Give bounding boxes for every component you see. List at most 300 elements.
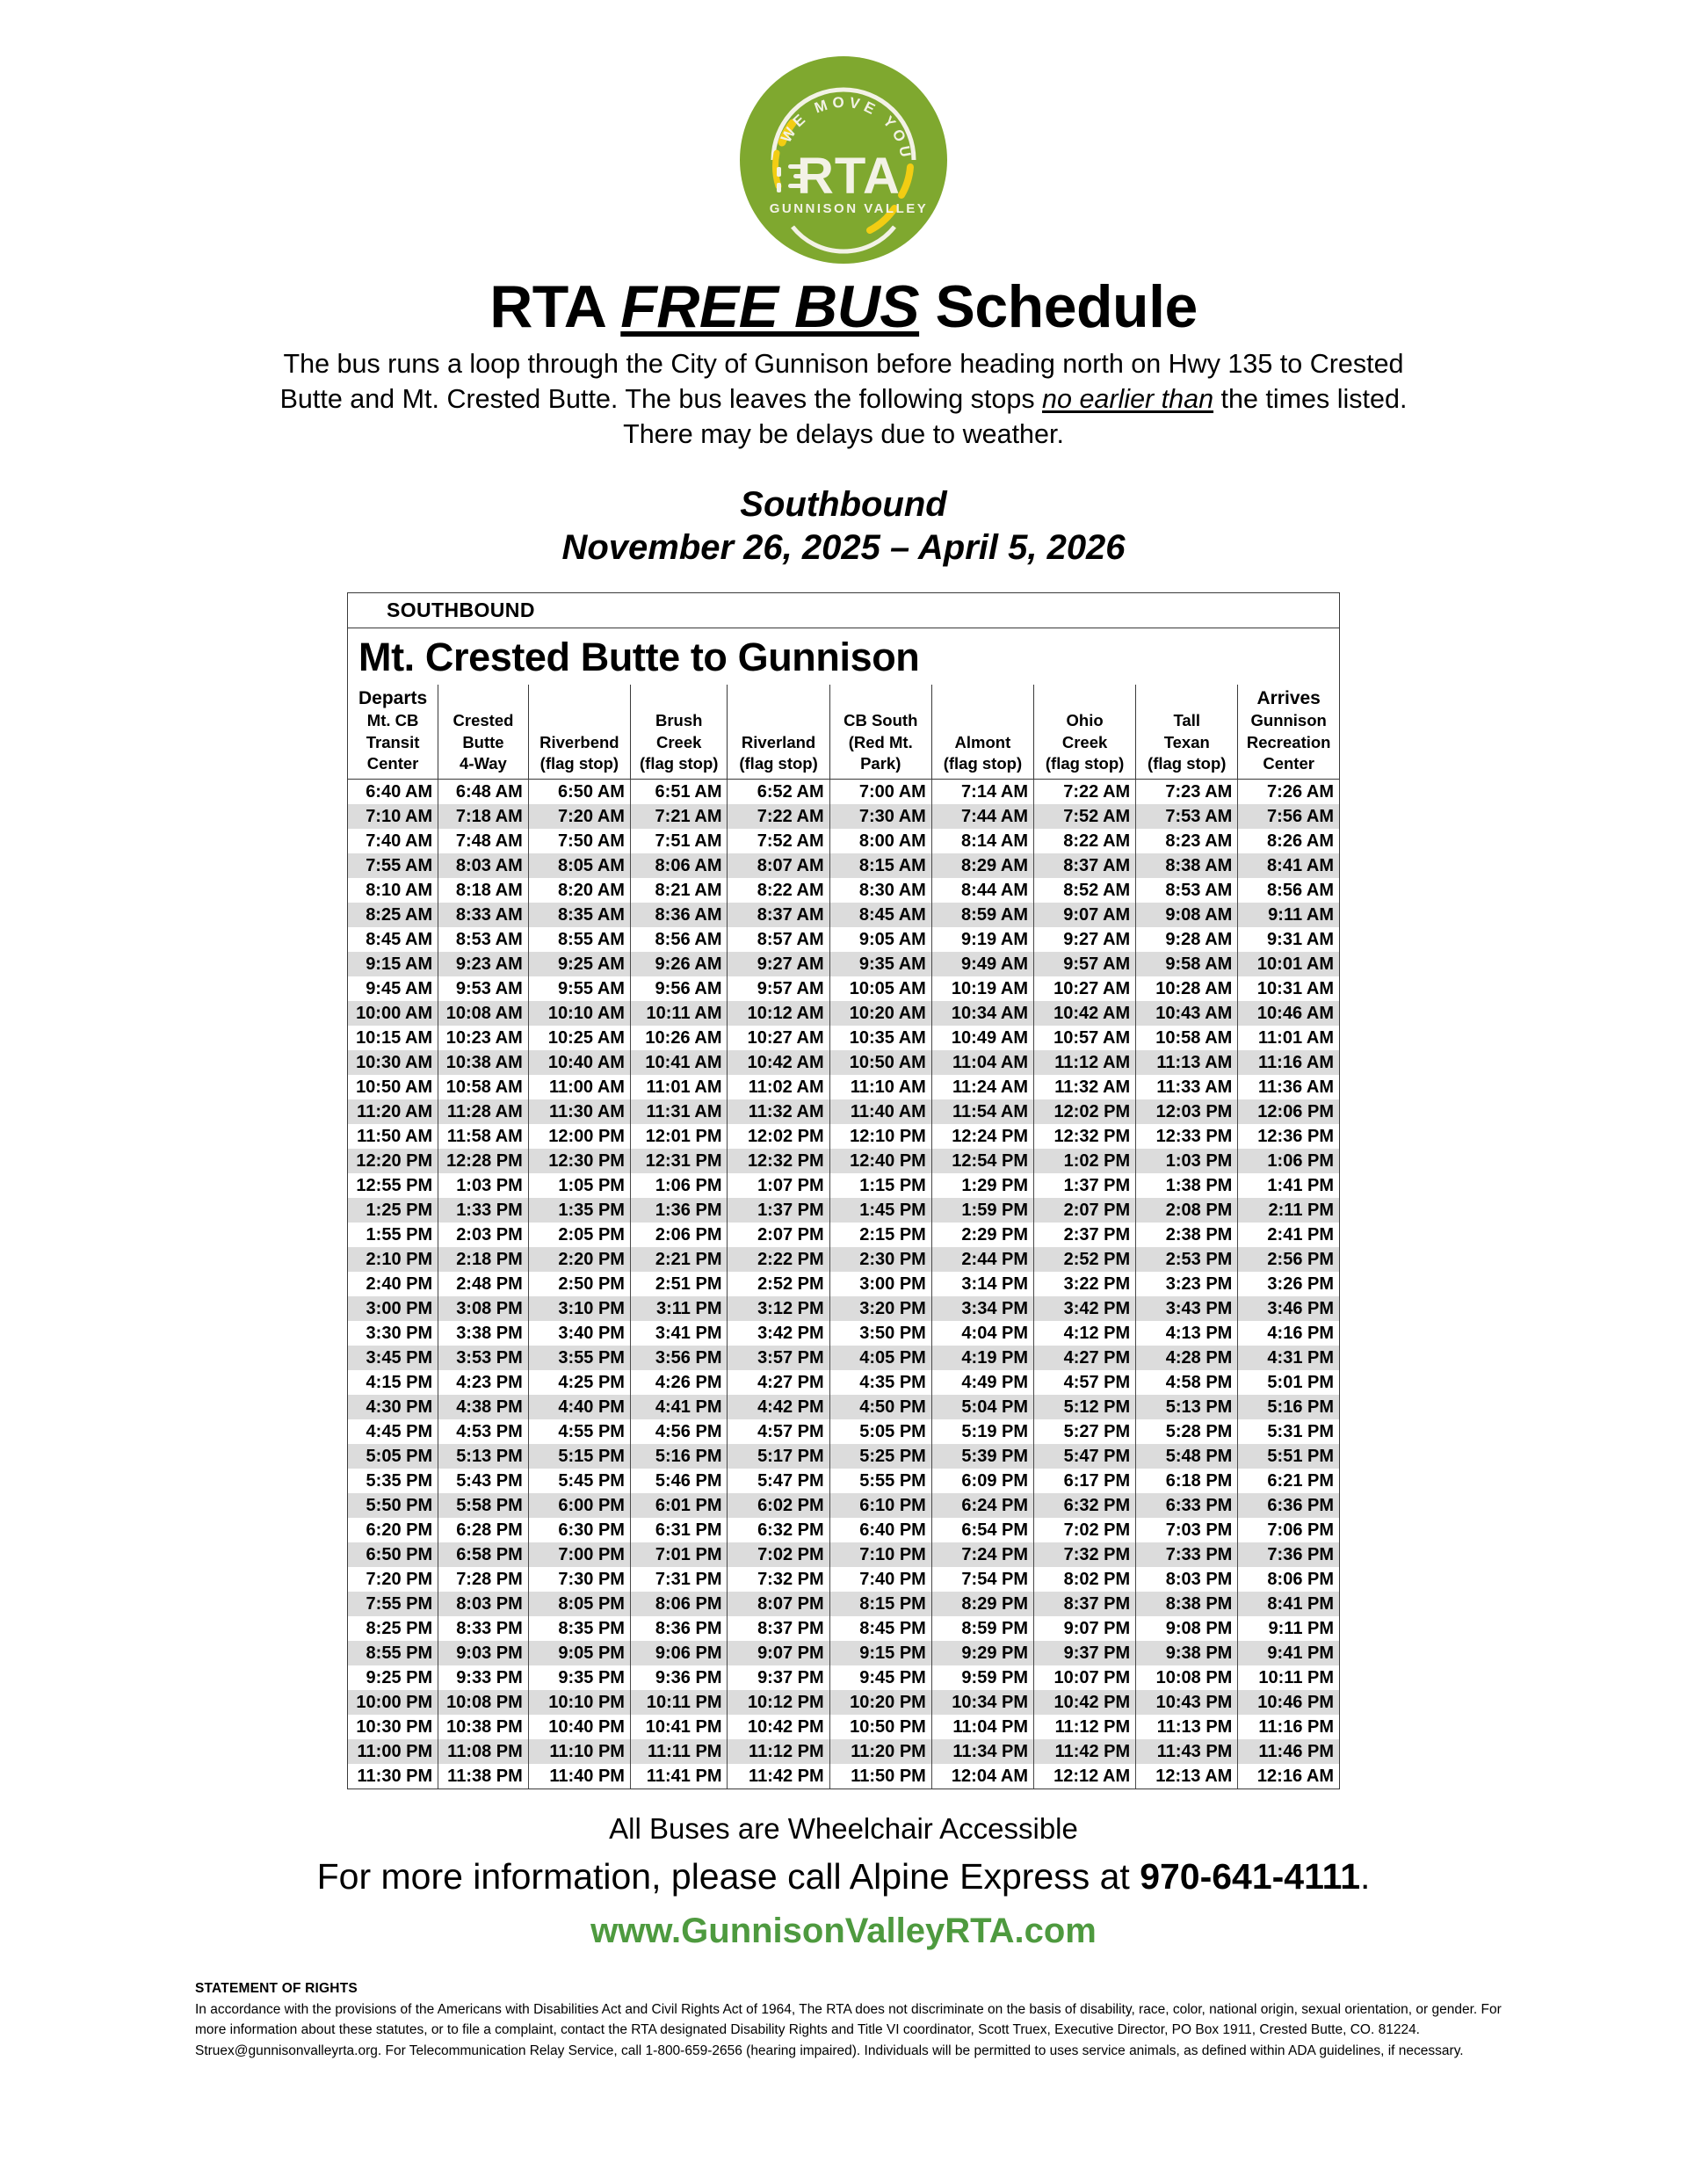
table-cell: 11:30 PM — [348, 1764, 438, 1789]
table-cell: 10:38 AM — [438, 1050, 529, 1075]
table-cell: 7:02 PM — [728, 1542, 829, 1567]
table-cell: 12:40 PM — [829, 1149, 931, 1173]
table-cell: 6:32 PM — [728, 1518, 829, 1542]
table-cell: 6:33 PM — [1136, 1493, 1238, 1518]
table-cell: 12:06 PM — [1238, 1099, 1339, 1124]
schedule-table-container — [347, 592, 1340, 1789]
table-cell: 9:36 PM — [630, 1665, 728, 1690]
table-cell: 2:38 PM — [1136, 1223, 1238, 1247]
table-cell: 11:32 AM — [728, 1099, 829, 1124]
table-cell: 12:36 PM — [1238, 1124, 1339, 1149]
table-cell: 6:31 PM — [630, 1518, 728, 1542]
page-title-emphasis: FREE BUS — [620, 273, 920, 340]
direction-name: Southbound — [740, 485, 947, 525]
table-row — [348, 1321, 1339, 1346]
table-cell: 6:58 PM — [438, 1542, 529, 1567]
table-cell: 8:52 AM — [1034, 878, 1136, 903]
table-cell: 5:19 PM — [931, 1419, 1033, 1444]
table-cell: 8:44 AM — [931, 878, 1033, 903]
table-cell: 8:29 PM — [931, 1592, 1033, 1616]
table-cell: 10:20 AM — [829, 1001, 931, 1026]
table-cell: 12:12 AM — [1034, 1764, 1136, 1789]
table-cell: 2:37 PM — [1034, 1223, 1136, 1247]
table-row — [348, 1370, 1339, 1395]
table-cell: 2:11 PM — [1238, 1198, 1339, 1223]
table-cell: 8:36 PM — [630, 1616, 728, 1641]
table-cell: 10:40 PM — [528, 1715, 630, 1739]
col8-l2: Tall — [1173, 711, 1200, 730]
table-cell: 8:03 AM — [438, 853, 529, 878]
table-cell: 8:06 PM — [630, 1592, 728, 1616]
table-cell: 1:29 PM — [931, 1173, 1033, 1198]
table-cell: 10:19 AM — [931, 976, 1033, 1001]
table-cell: 12:31 PM — [630, 1149, 728, 1173]
table-cell: 11:20 AM — [348, 1099, 438, 1124]
col0-l2: Mt. CB — [366, 711, 419, 730]
table-cell: 10:49 AM — [931, 1026, 1033, 1050]
table-cell: 8:26 AM — [1238, 829, 1339, 853]
col2-lead — [531, 686, 628, 710]
table-cell: 4:05 PM — [829, 1346, 931, 1370]
table-cell: 5:28 PM — [1136, 1419, 1238, 1444]
table-cell: 9:08 PM — [1136, 1616, 1238, 1641]
table-cell: 5:43 PM — [438, 1469, 529, 1493]
col8-l4: (flag stop) — [1148, 753, 1227, 773]
table-cell: 9:41 PM — [1238, 1641, 1339, 1665]
table-cell: 10:38 PM — [438, 1715, 529, 1739]
table-cell: 4:40 PM — [528, 1395, 630, 1419]
table-cell: 7:20 AM — [528, 804, 630, 829]
logo-container — [0, 0, 1687, 265]
table-cell: 3:26 PM — [1238, 1272, 1339, 1296]
table-cell: 12:30 PM — [528, 1149, 630, 1173]
table-row — [348, 1419, 1339, 1444]
table-cell: 9:06 PM — [630, 1641, 728, 1665]
table-cell: 2:15 PM — [829, 1223, 931, 1247]
table-cell: 12:24 PM — [931, 1124, 1033, 1149]
table-row — [348, 1173, 1339, 1198]
table-cell: 5:47 PM — [728, 1469, 829, 1493]
table-cell: 10:27 AM — [728, 1026, 829, 1050]
table-cell: 11:36 AM — [1238, 1075, 1339, 1099]
intro-line-a: The bus runs a loop through the City of Gunnison before heading north on Hwy 135 to Crested — [283, 349, 1404, 380]
phone-number[interactable]: 970-641-4111 — [1140, 1855, 1360, 1897]
column-header-cb-south-red-mt-park — [829, 685, 931, 779]
table-cell: 8:06 AM — [630, 853, 728, 878]
table-cell: 11:11 PM — [630, 1739, 728, 1764]
table-row — [348, 903, 1339, 927]
table-cell: 9:07 PM — [1034, 1616, 1136, 1641]
table-cell: 10:40 AM — [528, 1050, 630, 1075]
table-cell: 10:35 AM — [829, 1026, 931, 1050]
table-cell: 12:54 PM — [931, 1149, 1033, 1173]
table-cell: 10:12 AM — [728, 1001, 829, 1026]
table-cell: 11:33 AM — [1136, 1075, 1238, 1099]
table-cell: 6:17 PM — [1034, 1469, 1136, 1493]
table-cell: 6:28 PM — [438, 1518, 529, 1542]
table-cell: 6:30 PM — [528, 1518, 630, 1542]
table-cell: 9:55 AM — [528, 976, 630, 1001]
col7-lead — [1036, 686, 1133, 710]
col9-l4: Center — [1263, 753, 1314, 773]
table-cell: 4:38 PM — [438, 1395, 529, 1419]
statement-of-rights — [195, 1981, 1504, 2062]
table-cell: 8:59 PM — [931, 1616, 1033, 1641]
table-cell: 7:54 PM — [931, 1567, 1033, 1592]
col7-l4: (flag stop) — [1045, 753, 1125, 773]
col6-l4: (flag stop) — [943, 753, 1023, 773]
table-cell: 6:40 AM — [348, 779, 438, 804]
table-cell: 9:45 AM — [348, 976, 438, 1001]
table-cell: 10:46 AM — [1238, 1001, 1339, 1026]
table-cell: 12:28 PM — [438, 1149, 529, 1173]
table-cell: 4:35 PM — [829, 1370, 931, 1395]
col6-l3: Almont — [954, 732, 1011, 751]
table-row — [348, 1764, 1339, 1789]
table-cell: 8:02 PM — [1034, 1567, 1136, 1592]
table-cell: 2:10 PM — [348, 1247, 438, 1272]
table-cell: 7:22 AM — [728, 804, 829, 829]
table-cell: 10:12 PM — [728, 1690, 829, 1715]
table-cell: 3:45 PM — [348, 1346, 438, 1370]
table-cell: 7:28 PM — [438, 1567, 529, 1592]
table-cell: 10:23 AM — [438, 1026, 529, 1050]
table-cell: 9:59 PM — [931, 1665, 1033, 1690]
column-header-crested-butte-4-way — [438, 685, 529, 779]
contact-text: For more information, please call Alpine Express at — [316, 1855, 1140, 1897]
table-cell: 11:02 AM — [728, 1075, 829, 1099]
schedule-table-body — [348, 779, 1339, 1789]
col2-l2 — [531, 710, 628, 731]
table-cell: 7:06 PM — [1238, 1518, 1339, 1542]
table-cell: 1:07 PM — [728, 1173, 829, 1198]
table-cell: 10:50 AM — [829, 1050, 931, 1075]
col8-lead — [1138, 686, 1235, 710]
col7-l2: Ohio — [1066, 711, 1104, 730]
table-cell: 8:03 PM — [1136, 1567, 1238, 1592]
table-cell: 8:25 PM — [348, 1616, 438, 1641]
table-cell: 2:29 PM — [931, 1223, 1033, 1247]
table-cell: 10:50 PM — [829, 1715, 931, 1739]
table-cell: 4:53 PM — [438, 1419, 529, 1444]
intro-emphasis: no earlier than — [1042, 384, 1214, 415]
table-cell: 6:20 PM — [348, 1518, 438, 1542]
intro-line-b-pre: Butte and Mt. Crested Butte. The bus leaves the following stops — [279, 384, 1043, 415]
table-row — [348, 1715, 1339, 1739]
table-cell: 6:01 PM — [630, 1493, 728, 1518]
table-cell: 9:27 AM — [728, 952, 829, 976]
col9-l3: Recreation — [1246, 732, 1331, 751]
website-link[interactable]: www.GunnisonValleyRTA.com — [590, 1911, 1097, 1950]
col0-l3: Transit — [366, 732, 420, 751]
table-row — [348, 1444, 1339, 1469]
table-cell: 8:38 AM — [1136, 853, 1238, 878]
table-row — [348, 1149, 1339, 1173]
column-header-brush-creek — [630, 685, 728, 779]
table-cell: 9:33 PM — [438, 1665, 529, 1690]
table-cell: 5:13 PM — [1136, 1395, 1238, 1419]
table-cell: 4:12 PM — [1034, 1321, 1136, 1346]
table-cell: 6:10 PM — [829, 1493, 931, 1518]
table-cell: 6:54 PM — [931, 1518, 1033, 1542]
table-row — [348, 1124, 1339, 1149]
table-cell: 4:55 PM — [528, 1419, 630, 1444]
table-cell: 7:24 PM — [931, 1542, 1033, 1567]
col1-l3: Butte — [462, 732, 504, 751]
table-row — [348, 1026, 1339, 1050]
table-cell: 11:42 PM — [1034, 1739, 1136, 1764]
column-header-ohio-creek — [1034, 685, 1136, 779]
table-cell: 9:03 PM — [438, 1641, 529, 1665]
table-cell: 11:00 PM — [348, 1739, 438, 1764]
table-cell: 11:31 AM — [630, 1099, 728, 1124]
col5-l3: (Red Mt. — [848, 732, 913, 751]
table-cell: 8:30 AM — [829, 878, 931, 903]
table-cell: 10:25 AM — [528, 1026, 630, 1050]
table-cell: 8:20 AM — [528, 878, 630, 903]
table-cell: 11:38 PM — [438, 1764, 529, 1789]
statement-of-rights-body: In accordance with the provisions of the Americans with Disabilities Act and Civil Rights Act of 1964, The RTA does not discriminate on the basis of disability, race, color, national origin, sexual orientation, or gender. For more information about these statutes, or to file a complaint, contact the RTA designated Disability Rights and Title VI coordinator, Scott Truex, Executive Director, PO Box 1911, Crested Butte, CO. 81224. Struex@gunnisonvalleyrta.org. For Telecommunication Relay Service, call 1-800-659-2656 (hearing impaired). Individuals will be permitted to uses service animals, as defined within ADA guidelines, if necessary. — [195, 2001, 1502, 2058]
direction-heading — [0, 483, 1687, 570]
table-cell: 8:29 AM — [931, 853, 1033, 878]
table-row — [348, 1099, 1339, 1124]
table-cell: 1:25 PM — [348, 1198, 438, 1223]
table-cell: 3:22 PM — [1034, 1272, 1136, 1296]
table-cell: 8:55 PM — [348, 1641, 438, 1665]
table-cell: 5:27 PM — [1034, 1419, 1136, 1444]
table-cell: 9:57 AM — [1034, 952, 1136, 976]
table-cell: 9:56 AM — [630, 976, 728, 1001]
table-cell: 12:02 PM — [728, 1124, 829, 1149]
table-cell: 3:30 PM — [348, 1321, 438, 1346]
table-row — [348, 779, 1339, 804]
table-cell: 1:33 PM — [438, 1198, 529, 1223]
table-cell: 12:03 PM — [1136, 1099, 1238, 1124]
table-cell: 8:23 AM — [1136, 829, 1238, 853]
table-cell: 1:37 PM — [1034, 1173, 1136, 1198]
table-cell: 5:05 PM — [829, 1419, 931, 1444]
table-cell: 6:40 PM — [829, 1518, 931, 1542]
table-cell: 9:38 PM — [1136, 1641, 1238, 1665]
table-cell: 10:42 AM — [1034, 1001, 1136, 1026]
col3-l2: Brush — [655, 711, 703, 730]
table-cell: 9:07 PM — [728, 1641, 829, 1665]
table-cell: 3:56 PM — [630, 1346, 728, 1370]
table-cell: 7:00 PM — [528, 1542, 630, 1567]
table-cell: 8:53 AM — [438, 927, 529, 952]
table-cell: 8:22 AM — [728, 878, 829, 903]
col5-l2: CB South — [844, 711, 918, 730]
table-cell: 4:25 PM — [528, 1370, 630, 1395]
table-cell: 7:48 AM — [438, 829, 529, 853]
table-cell: 9:29 PM — [931, 1641, 1033, 1665]
table-cell: 2:21 PM — [630, 1247, 728, 1272]
table-cell: 3:50 PM — [829, 1321, 931, 1346]
table-cell: 9:05 AM — [829, 927, 931, 952]
table-cell: 2:05 PM — [528, 1223, 630, 1247]
table-row — [348, 1493, 1339, 1518]
direction-dates: November 26, 2025 – April 5, 2026 — [561, 528, 1126, 568]
table-cell: 9:05 PM — [528, 1641, 630, 1665]
table-cell: 8:45 AM — [829, 903, 931, 927]
page-title — [0, 273, 1687, 340]
col4-l2 — [729, 710, 827, 731]
table-cell: 5:25 PM — [829, 1444, 931, 1469]
table-cell: 2:53 PM — [1136, 1247, 1238, 1272]
table-cell: 7:02 PM — [1034, 1518, 1136, 1542]
table-cell: 9:37 PM — [1034, 1641, 1136, 1665]
table-cell: 11:24 AM — [931, 1075, 1033, 1099]
table-cell: 10:00 AM — [348, 1001, 438, 1026]
table-cell: 5:50 PM — [348, 1493, 438, 1518]
table-cell: 9:25 AM — [528, 952, 630, 976]
table-cell: 7:56 AM — [1238, 804, 1339, 829]
table-cell: 7:40 PM — [829, 1567, 931, 1592]
table-cell: 8:06 PM — [1238, 1567, 1339, 1592]
table-cell: 1:06 PM — [630, 1173, 728, 1198]
table-cell: 11:32 AM — [1034, 1075, 1136, 1099]
table-cell: 1:59 PM — [931, 1198, 1033, 1223]
table-row — [348, 1542, 1339, 1567]
table-cell: 10:43 AM — [1136, 1001, 1238, 1026]
table-cell: 3:42 PM — [1034, 1296, 1136, 1321]
table-cell: 10:08 PM — [1136, 1665, 1238, 1690]
table-cell: 1:35 PM — [528, 1198, 630, 1223]
table-cell: 4:23 PM — [438, 1370, 529, 1395]
table-cell: 2:18 PM — [438, 1247, 529, 1272]
table-cell: 8:56 AM — [630, 927, 728, 952]
table-cell: 8:55 AM — [528, 927, 630, 952]
accessibility-note: All Buses are Wheelchair Accessible — [609, 1811, 1078, 1845]
table-cell: 11:40 PM — [528, 1764, 630, 1789]
table-cell: 11:01 AM — [1238, 1026, 1339, 1050]
table-cell: 4:04 PM — [931, 1321, 1033, 1346]
table-cell: 11:50 AM — [348, 1124, 438, 1149]
table-cell: 12:55 PM — [348, 1173, 438, 1198]
table-cell: 5:58 PM — [438, 1493, 529, 1518]
table-cell: 3:55 PM — [528, 1346, 630, 1370]
table-cell: 7:31 PM — [630, 1567, 728, 1592]
table-cell: 11:12 AM — [1034, 1050, 1136, 1075]
table-cell: 6:18 PM — [1136, 1469, 1238, 1493]
table-cell: 4:27 PM — [1034, 1346, 1136, 1370]
col2-l4: (flag stop) — [539, 753, 619, 773]
table-cell: 8:15 PM — [829, 1592, 931, 1616]
table-cell: 3:10 PM — [528, 1296, 630, 1321]
table-cell: 2:03 PM — [438, 1223, 529, 1247]
table-cell: 6:32 PM — [1034, 1493, 1136, 1518]
table-cell: 11:12 PM — [728, 1739, 829, 1764]
table-cell: 12:32 PM — [1034, 1124, 1136, 1149]
table-cell: 9:19 AM — [931, 927, 1033, 952]
table-header-row — [348, 685, 1339, 779]
table-row — [348, 1690, 1339, 1715]
table-cell: 3:40 PM — [528, 1321, 630, 1346]
route-title: Mt. Crested Butte to Gunnison — [358, 634, 920, 679]
table-cell: 11:13 PM — [1136, 1715, 1238, 1739]
table-cell: 11:58 AM — [438, 1124, 529, 1149]
table-cell: 4:42 PM — [728, 1395, 829, 1419]
table-cell: 11:50 PM — [829, 1764, 931, 1789]
table-cell: 1:15 PM — [829, 1173, 931, 1198]
col5-l4: Park) — [860, 753, 901, 773]
table-cell: 10:58 AM — [438, 1075, 529, 1099]
table-cell: 1:55 PM — [348, 1223, 438, 1247]
table-cell: 11:13 AM — [1136, 1050, 1238, 1075]
table-cell: 1:03 PM — [438, 1173, 529, 1198]
table-cell: 8:14 AM — [931, 829, 1033, 853]
table-cell: 7:10 PM — [829, 1542, 931, 1567]
table-cell: 5:17 PM — [728, 1444, 829, 1469]
table-cell: 10:01 AM — [1238, 952, 1339, 976]
col6-lead — [934, 686, 1032, 710]
table-cell: 9:58 AM — [1136, 952, 1238, 976]
table-cell: 5:31 PM — [1238, 1419, 1339, 1444]
table-cell: 5:13 PM — [438, 1444, 529, 1469]
table-cell: 2:06 PM — [630, 1223, 728, 1247]
table-cell: 4:57 PM — [1034, 1370, 1136, 1395]
column-header-tall-texan — [1136, 685, 1238, 779]
col9-lead: Arrives — [1256, 688, 1321, 709]
table-row — [348, 804, 1339, 829]
table-cell: 4:45 PM — [348, 1419, 438, 1444]
table-cell: 7:18 AM — [438, 804, 529, 829]
table-cell: 11:01 AM — [630, 1075, 728, 1099]
table-cell: 3:43 PM — [1136, 1296, 1238, 1321]
col4-l3: Riverland — [741, 732, 816, 751]
table-cell: 8:45 PM — [829, 1616, 931, 1641]
table-cell: 3:00 PM — [829, 1272, 931, 1296]
table-cell: 7:30 AM — [829, 804, 931, 829]
table-cell: 7:00 AM — [829, 779, 931, 804]
table-cell: 2:44 PM — [931, 1247, 1033, 1272]
table-cell: 2:56 PM — [1238, 1247, 1339, 1272]
table-cell: 12:16 AM — [1238, 1764, 1339, 1789]
table-cell: 7:36 PM — [1238, 1542, 1339, 1567]
table-cell: 12:00 PM — [528, 1124, 630, 1149]
table-cell: 7:20 PM — [348, 1567, 438, 1592]
table-row — [348, 1739, 1339, 1764]
table-cell: 5:04 PM — [931, 1395, 1033, 1419]
table-cell: 8:10 AM — [348, 878, 438, 903]
table-cell: 12:33 PM — [1136, 1124, 1238, 1149]
table-cell: 2:08 PM — [1136, 1198, 1238, 1223]
col7-l3: Creek — [1061, 732, 1108, 751]
table-cell: 10:10 PM — [528, 1690, 630, 1715]
table-cell: 8:21 AM — [630, 878, 728, 903]
table-cell: 11:40 AM — [829, 1099, 931, 1124]
table-cell: 12:04 AM — [931, 1764, 1033, 1789]
table-cell: 11:10 AM — [829, 1075, 931, 1099]
table-cell: 8:22 AM — [1034, 829, 1136, 853]
table-cell: 1:02 PM — [1034, 1149, 1136, 1173]
table-cell: 9:35 PM — [528, 1665, 630, 1690]
table-cell: 10:10 AM — [528, 1001, 630, 1026]
table-cell: 11:08 PM — [438, 1739, 529, 1764]
table-cell: 10:34 AM — [931, 1001, 1033, 1026]
table-cell: 8:37 AM — [728, 903, 829, 927]
table-cell: 3:11 PM — [630, 1296, 728, 1321]
rta-logo — [738, 54, 949, 265]
table-banner: SOUTHBOUND — [348, 593, 1339, 628]
table-cell: 10:34 PM — [931, 1690, 1033, 1715]
table-cell: 11:12 PM — [1034, 1715, 1136, 1739]
table-cell: 8:41 PM — [1238, 1592, 1339, 1616]
contact-line — [0, 1856, 1687, 1897]
column-header-gunnison-recreation-center — [1238, 685, 1339, 779]
table-cell: 4:16 PM — [1238, 1321, 1339, 1346]
table-cell: 4:41 PM — [630, 1395, 728, 1419]
